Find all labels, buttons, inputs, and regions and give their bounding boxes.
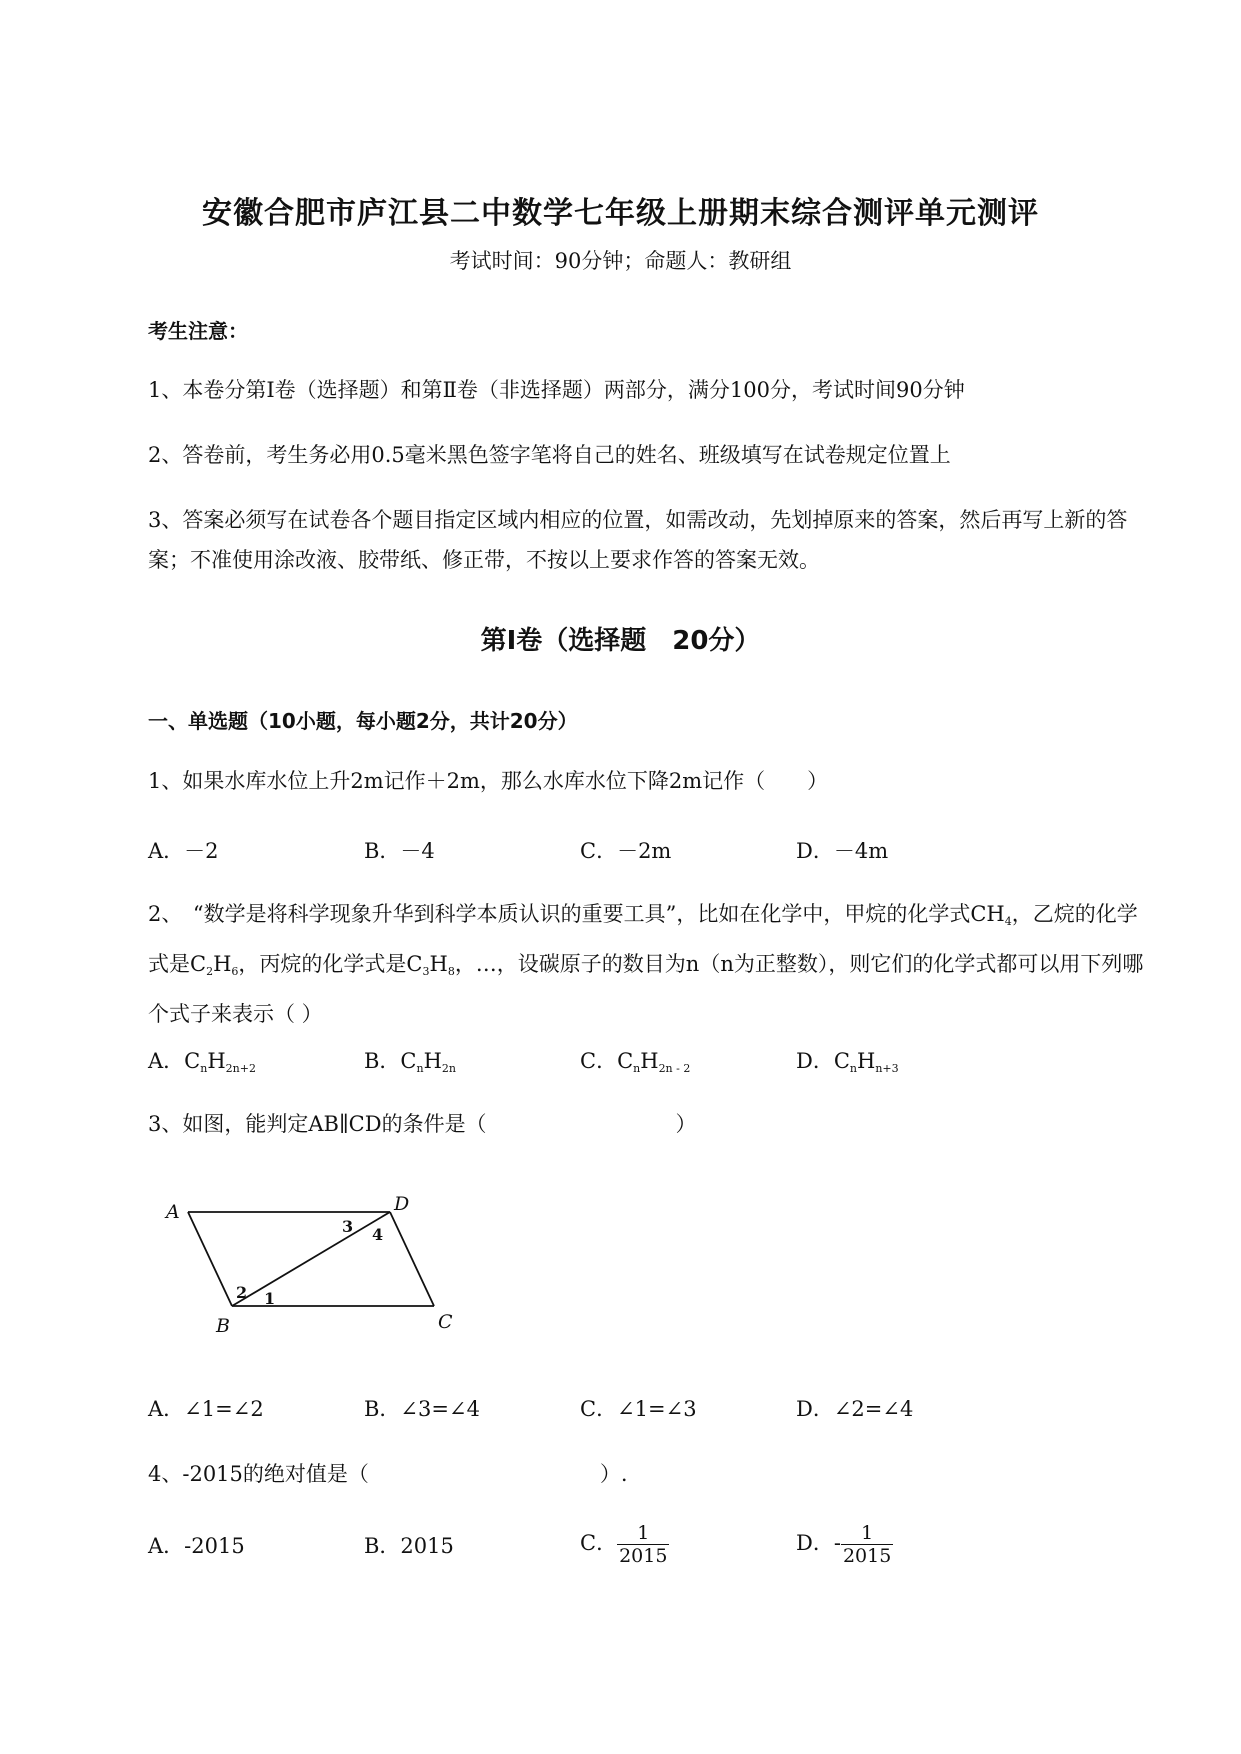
exam-info: 考试时间：90分钟；命题人：教研组: [449, 249, 792, 273]
notice-item-1: 1、本卷分第I卷（选择题）和第Ⅱ卷（非选择题）两部分，满分100分，考试时间90分钟: [148, 378, 965, 402]
notice-item-3: 3、答案必须写在试卷各个题目指定区域内相应的位置，如需改动，先划掉原来的答案，然后再写上新的答案；不准使用涂改液、胶带纸、修正带，不按以上要求作答的答案无效。: [148, 508, 1128, 572]
option-c: C． $\frac{1}{2015}$: [580, 1522, 668, 1567]
notice-item-2: 2、答卷前，考生务必用0.5毫米黑色签字笔将自己的姓名、班级填写在试卷规定位置上: [148, 443, 951, 467]
option-a: A．$C_nH_{2n+2}$: [148, 1049, 256, 1075]
part-title: 一、单选题（10小题，每小题2分，共计20分）: [148, 709, 578, 733]
section-title: 第I卷（选择题 20分）: [480, 626, 761, 656]
option-b: B．∠3=∠4: [364, 1397, 480, 1421]
option-a: A．－2: [148, 839, 219, 863]
vertex-label-d: D: [394, 1193, 410, 1215]
question-3-stem: 3、如图，能判定AB∥CD的条件是（ ）: [148, 1112, 697, 1136]
question-4-options: [148, 1522, 1156, 1582]
vertex-label-a: A: [166, 1201, 180, 1223]
fraction: $\frac{1}{2015}$: [842, 1522, 892, 1567]
option-c: C．$C_nH_{2n - 2}$: [580, 1049, 691, 1075]
angle-label-1: 1: [264, 1289, 276, 1308]
angle-label-2: 2: [236, 1283, 248, 1302]
page-title: 安徽合肥市庐江县二中数学七年级上册期末综合测评单元测评: [202, 196, 1039, 231]
segment-ab: [188, 1212, 232, 1306]
question-4-stem: 4、-2015的绝对值是（ ）.: [148, 1462, 628, 1486]
option-b: B．$C_nH_{2n}$: [364, 1049, 457, 1075]
question-3-options: [148, 1393, 1156, 1433]
vertex-label-c: C: [438, 1311, 453, 1333]
option-d: D．- $\frac{1}{2015}$: [796, 1522, 892, 1567]
option-d: D．－4m: [796, 839, 889, 863]
question-1-stem: 1、如果水库水位上升2m记作＋2m，那么水库水位下降2m记作（ ）: [148, 769, 829, 793]
vertex-label-b: B: [216, 1315, 230, 1337]
option-d: D．$C_nH_{n+3}$: [796, 1049, 899, 1075]
question-1-options: [148, 835, 1156, 875]
angle-label-4: 4: [372, 1225, 384, 1244]
option-b: B．2015: [364, 1534, 454, 1558]
option-a: A．-2015: [148, 1534, 245, 1558]
option-c: C．－2m: [580, 839, 672, 863]
angle-label-3: 3: [342, 1217, 354, 1236]
notice-heading: 考生注意：: [148, 319, 248, 343]
fraction: $\frac{1}{2015}$: [619, 1522, 668, 1567]
diagonal-bd: [232, 1212, 390, 1306]
option-a: A．∠1=∠2: [148, 1397, 264, 1421]
question-2-options: [148, 1045, 1156, 1085]
segment-dc: [390, 1212, 434, 1306]
parallelogram-figure: [160, 1190, 460, 1340]
option-d: D．∠2=∠4: [796, 1397, 914, 1421]
question-2-stem: 2、 “数学是将科学现象升华到科学本质认识的重要工具”，比如在化学中，甲烷的化学式$CH_4$，乙烷的化学式是$C_2H_6$，丙烷的化学式是$C_3H_8$，…，设碳原子的数目为n（n为正整数），则它们的化学式都可以用下列哪个式子来表示（ ）: [148, 902, 1144, 1026]
option-b: B．－4: [364, 839, 435, 863]
option-c: C．∠1=∠3: [580, 1397, 697, 1421]
